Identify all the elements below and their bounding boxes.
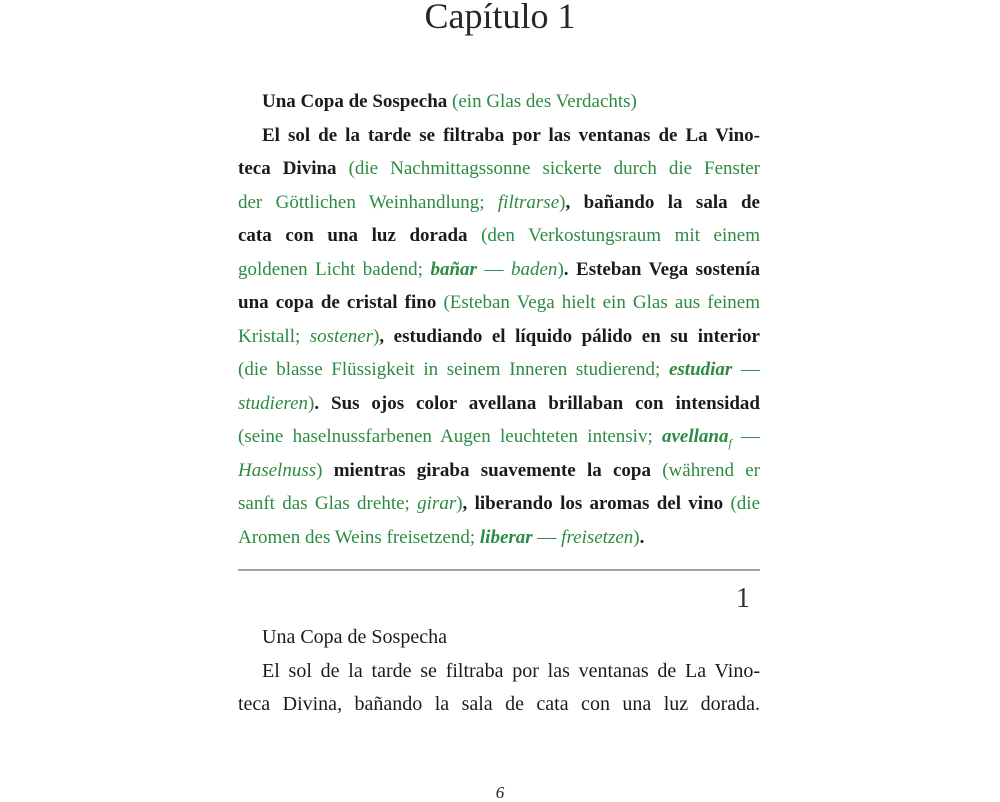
plain-passage	[238, 621, 760, 722]
text-line	[238, 152, 760, 186]
spanish-headword: avellana	[661, 426, 729, 447]
text-line: El sol de la tarde se filtraba por las ventanas de La Vino-	[262, 659, 760, 682]
german-gloss: Kristall;	[238, 325, 310, 347]
gloss-term: studieren	[238, 392, 309, 414]
german-gloss: (die	[723, 493, 761, 514]
german-gloss: —	[476, 258, 511, 280]
german-gloss: (während er	[650, 459, 760, 481]
text-line	[238, 521, 760, 555]
spanish-text: mientras giraba suavemente la copa	[322, 459, 651, 481]
chapter-title: Capítulo 1	[424, 0, 576, 36]
text-line	[238, 387, 760, 421]
german-gloss: )	[308, 392, 315, 414]
spanish-text: , liberando los aromas del vino	[462, 493, 724, 514]
german-gloss: )	[557, 258, 564, 280]
section-divider	[238, 569, 760, 571]
spanish-text: Una Copa de Sospecha	[262, 91, 448, 112]
gloss-term: filtrarse	[497, 191, 560, 213]
text-line	[238, 119, 760, 153]
german-gloss: (die blasse Flüssigkeit in seinem Inneren studierend;	[238, 359, 669, 380]
text-line: teca Divina, bañando la sala de cata con una luz dorada.	[238, 693, 760, 715]
german-gloss: (seine haselnussfarbenen Augen leuchteten intensiv;	[238, 426, 662, 447]
spanish-headword: estudiar	[668, 359, 733, 380]
spanish-text: .	[639, 526, 645, 548]
gloss-term: girar	[417, 493, 457, 514]
text-line	[238, 320, 760, 354]
text-line	[238, 253, 760, 287]
german-gloss: )	[373, 325, 380, 347]
text-line	[238, 487, 760, 521]
german-gloss: (den Verkostungsraum mit einem	[467, 225, 760, 246]
spanish-headword: bañar	[430, 258, 477, 280]
text-line	[238, 85, 760, 119]
text-line	[238, 420, 760, 454]
german-gloss: (ein Glas des Verdachts)	[447, 91, 637, 112]
german-gloss: (Esteban Vega hielt ein Glas aus feinem	[436, 292, 761, 313]
german-gloss: )	[456, 493, 463, 514]
plain-heading: Una Copa de Sospecha	[262, 626, 447, 648]
german-gloss: Aromen des Weins freisetzend;	[238, 526, 480, 548]
text-line	[238, 286, 760, 320]
german-gloss: sanft das Glas drehte;	[238, 493, 418, 514]
text-line	[238, 454, 760, 488]
gloss-term: sostener	[309, 325, 374, 347]
german-gloss: —	[731, 426, 761, 447]
text-line	[238, 353, 760, 387]
spanish-text: . Sus ojos color avellana brillaban con intensidad	[314, 392, 760, 414]
text-line	[238, 219, 760, 253]
gender-marker: f	[728, 436, 732, 450]
german-gloss: )	[633, 526, 640, 548]
spanish-text: , bañando la sala de	[565, 191, 760, 213]
spanish-text: . Esteban Vega sostenía	[563, 258, 761, 280]
section-number: 1	[736, 583, 750, 614]
german-gloss: —	[732, 359, 760, 380]
spanish-text: cata con una luz dorada	[238, 225, 468, 246]
german-gloss: goldenen Licht badend;	[238, 258, 431, 280]
spanish-text: teca Divina	[238, 158, 337, 179]
german-gloss: (die Nachmittagssonne sickerte durch die Fenster	[336, 158, 760, 179]
gloss-term: baden	[511, 258, 558, 280]
gloss-term: freisetzen	[561, 526, 634, 548]
text-line	[238, 186, 760, 220]
spanish-text: , estudiando el líquido pálido en su interior	[379, 325, 760, 347]
spanish-text: El sol de la tarde se filtraba por las ventanas de La Vino-	[262, 124, 760, 146]
spanish-text: una copa de cristal fino	[238, 292, 437, 313]
german-gloss: )	[316, 459, 323, 481]
gloss-term: Haselnuss	[238, 459, 317, 481]
german-gloss: —	[532, 526, 562, 548]
page-number: 6	[495, 783, 505, 802]
german-gloss: )	[559, 191, 566, 213]
spanish-headword: liberar	[479, 526, 533, 548]
bilingual-passage	[238, 85, 760, 554]
german-gloss: der Göttlichen Weinhandlung;	[238, 191, 498, 213]
